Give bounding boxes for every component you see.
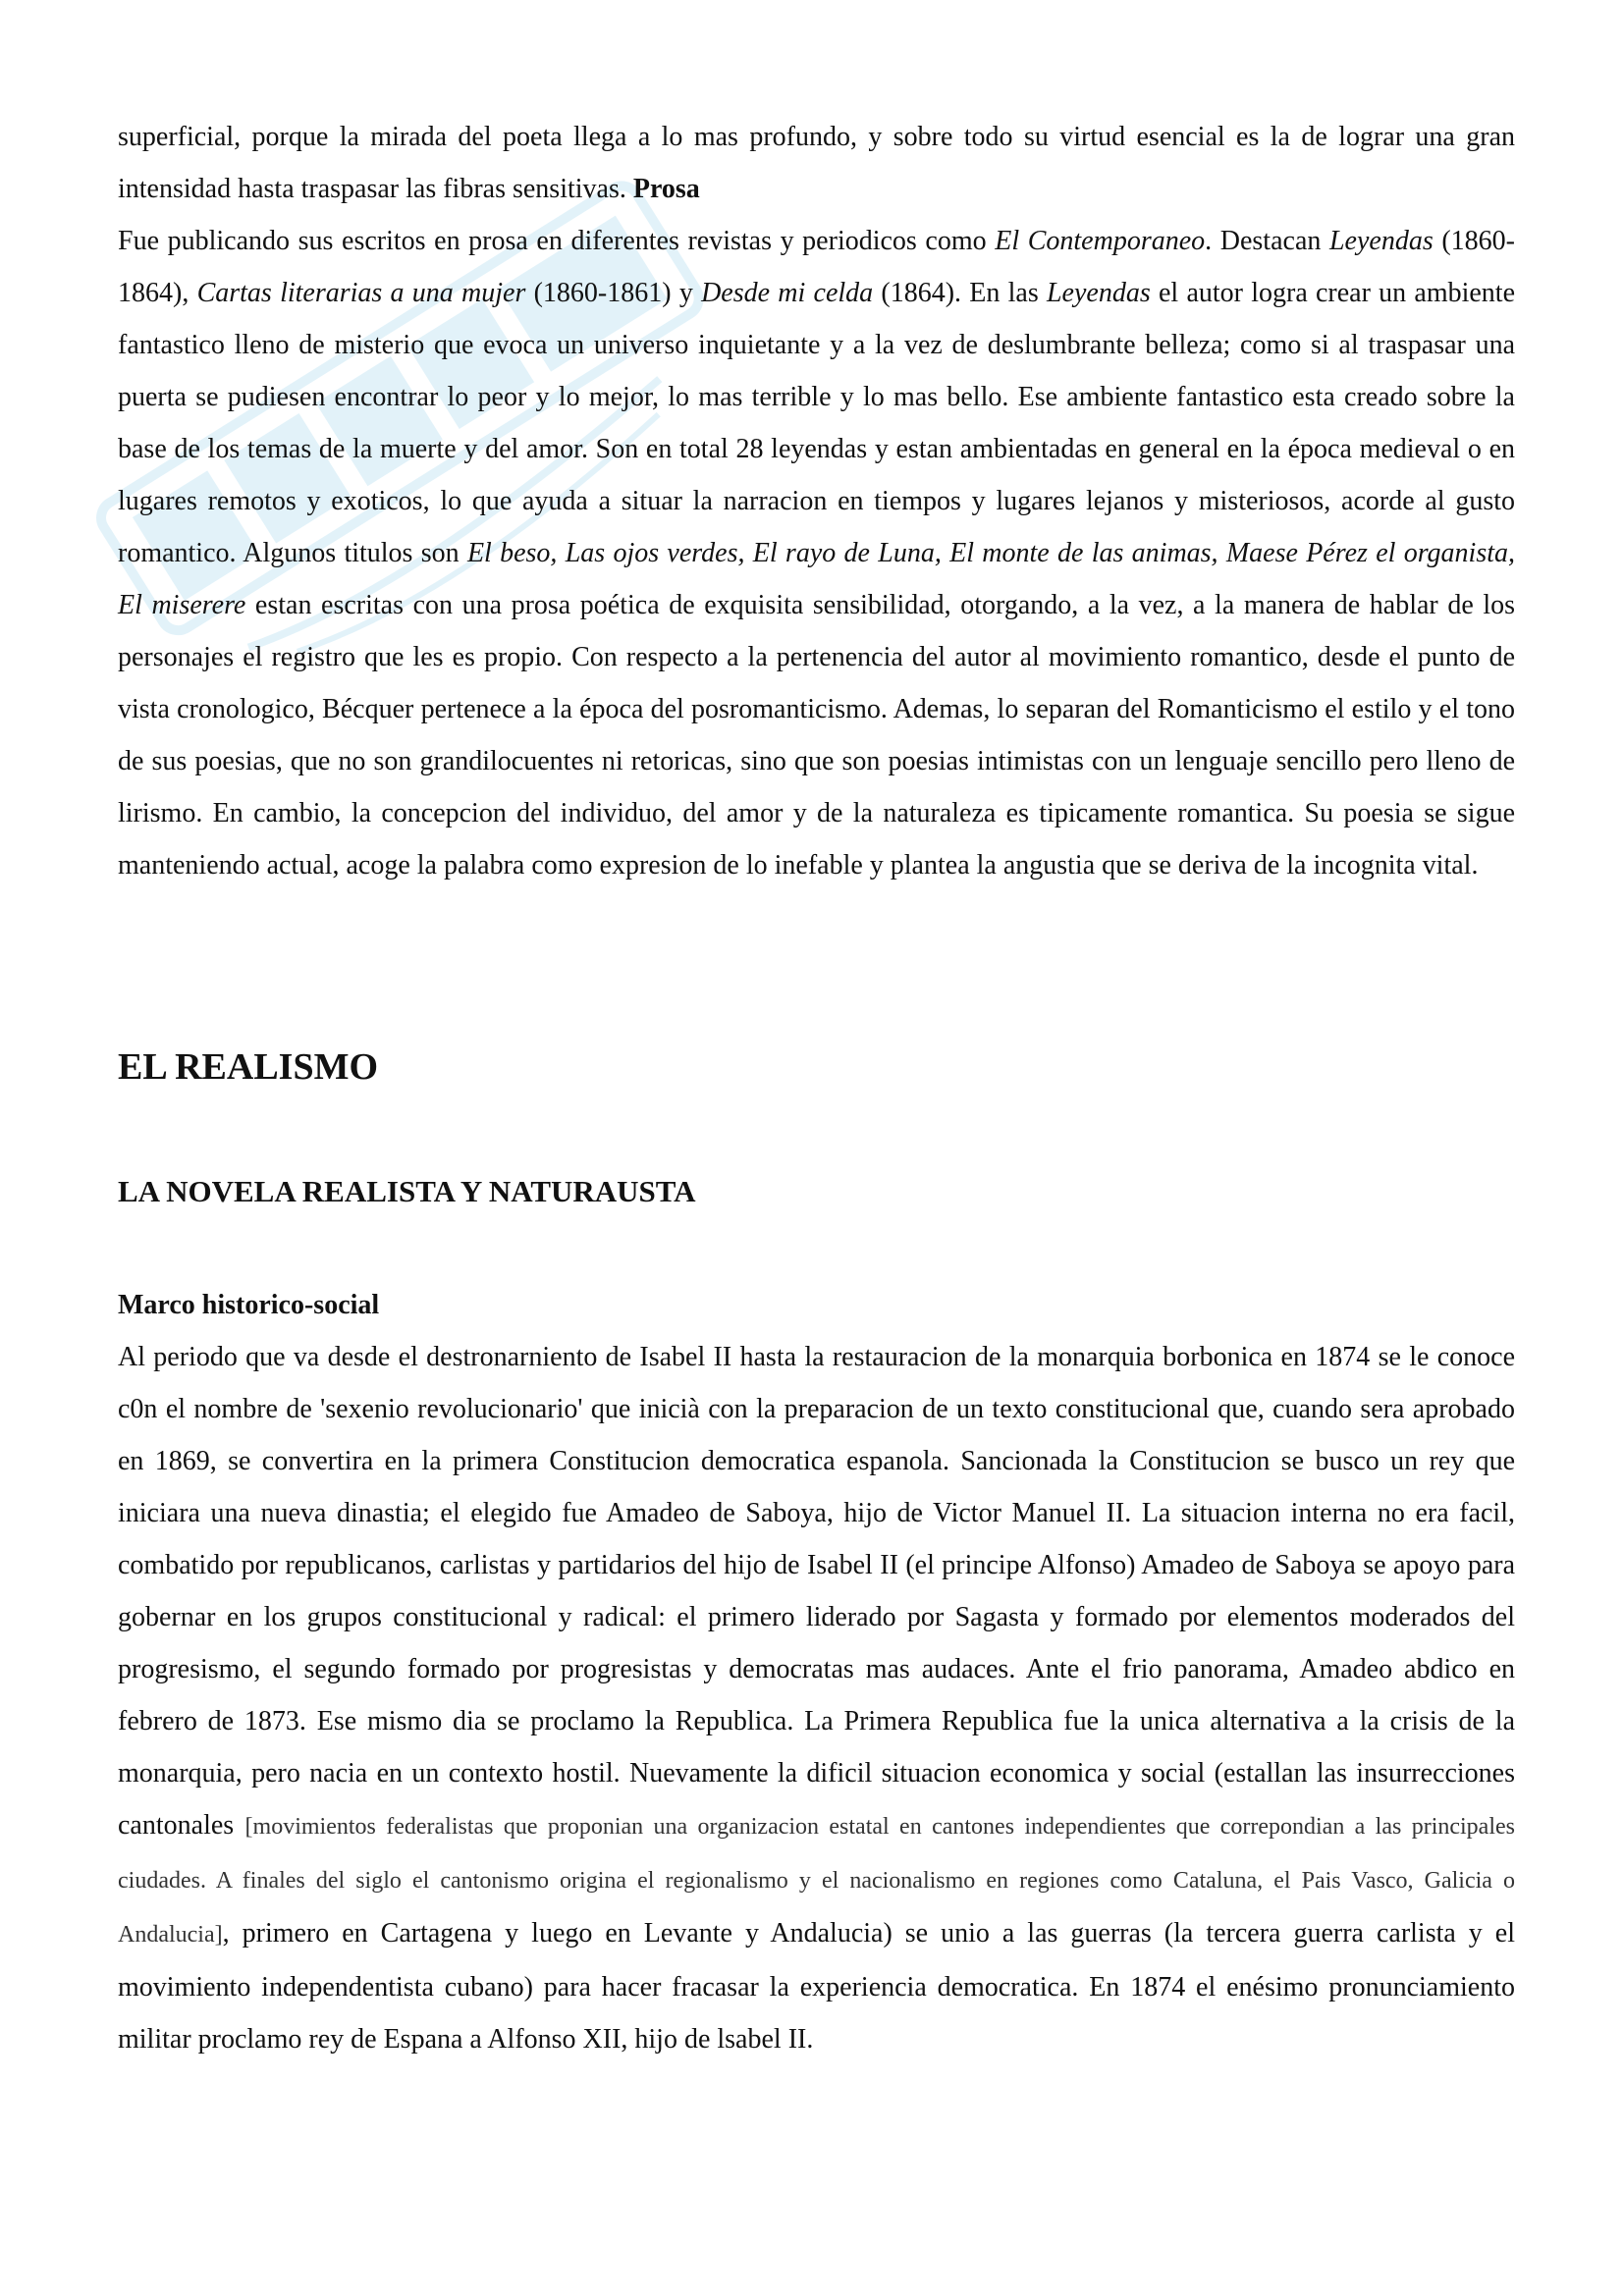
heading-el-realismo: EL REALISMO xyxy=(118,1046,379,1088)
heading-novela-realista: LA NOVELA REALISTA Y NATURAUSTA xyxy=(118,1174,696,1208)
paragraph-marco-historico xyxy=(118,1331,1515,2065)
title-el-contemporaneo: El Contemporaneo xyxy=(995,226,1206,256)
prosa-text-7: estan escritas con una prosa poética de exquisita sensibilidad, otorgando, a la vez, a la manera de hablar de los personajes el registro que les es propio. Con respecto a la pertenencia del autor al movimiento romantico, desde el punto de vista cronologico, Bécquer pertenece a la época del posromanticismo. Ademas, lo separan del Romanticismo el estilo y el tono de sus poesias, que no son grandilocuentes ni retoricas, sino que son poesias intimistas con un lenguaje sencillo pero lleno de lirismo. En cambio, la concepcion del individuo, del amor y de la naturaleza es tipicamente romantica. Su poesia se sigue manteniendo actual, acoge la palabra como expresion de lo inefable y plantea la angustia que se deriva de la incognita vital. xyxy=(118,590,1515,881)
prosa-text-1: Fue publicando sus escritos en prosa en diferentes revistas y periodicos como xyxy=(118,226,996,256)
prosa-label: Prosa xyxy=(632,174,700,204)
page-top-content xyxy=(118,111,1515,891)
prosa-text-4: (1860-1861) y xyxy=(525,278,702,308)
prosa-text-6: el autor logra crear un ambiente fantastico lleno de misterio que evoca un universo inquietante y a la vez de deslumbrante belleza; como si al traspasar una puerta se pudiesen encontrar lo peor y lo mejor, lo mas terrible y lo mas bello. Ese ambiente fantastico esta creado sobre la base de los temas de la muerte y del amor. Son en total 28 leyendas y estan ambientadas en general en la época medieval o en lugares remotos y exoticos, lo que ayuda a situar la narracion en tiempos y lugares lejanos y misteriosos, acorde al gusto romantico. Algunos titulos son xyxy=(118,278,1516,568)
heading-marco-historico: Marco historico-social xyxy=(118,1290,380,1320)
section-marco-historico xyxy=(118,1279,1515,2065)
marco-text-2: , primero en Cartagena y luego en Levante y Andalucia) se unio a las guerras (la tercera guerra carlista y el movimiento independentista cubano) para hacer fracasar la experiencia democratica. En 1874 el enésimo pronunciamiento militar proclamo rey de Espana a Alfonso XII, hijo de lsabel II. xyxy=(118,1918,1515,2055)
prosa-text-2: . Destacan xyxy=(1205,226,1329,256)
prosa-text-5: (1864). En las xyxy=(873,278,1047,308)
prosa-text-3: (1860-1864), xyxy=(118,226,1515,308)
title-leyendas-2: Leyendas xyxy=(1046,278,1151,308)
title-cartas-literarias: Cartas literarias a una mujer xyxy=(196,278,526,308)
title-leyendas: Leyendas xyxy=(1328,226,1434,256)
paragraph-intro xyxy=(118,111,1515,215)
paragraph-prosa xyxy=(118,215,1515,891)
footnote-cantonales: [movimientos federalistas que proponian una organizacion estatal en cantones independientes que correpondian a las principales ciudades. A finales del siglo el cantonismo origina el regionalismo y el nacionalismo en regiones como Cataluna, el Pais Vasco, Galicia o Andalucia] xyxy=(118,1814,1515,1948)
marco-text-1: Al periodo que va desde el destronarniento de Isabel II hasta la restauracion de la monarquia borbonica en 1874 se le conoce c0n el nombre de 'sexenio revolucionario' que inicià con la preparacion de un texto constitucional que, cuando sera aprobado en 1869, se convertira en la primera Constitucion democratica espanola. Sancionada la Constitucion se busco un rey que iniciara una nueva dinastia; el elegido fue Amadeo de Saboya, hijo de Victor Manuel II. La situacion interna no era facil, combatido por republicanos, carlistas y partidarios del hijo de Isabel II (el principe Alfonso) Amadeo de Saboya se apoyo para gobernar en los grupos constitucional y radical: el primero liderado por Sagasta y formado por elementos moderados del progresismo, el segundo formado por progresistas y democratas mas audaces. Ante el frio panorama, Amadeo abdico en febrero de 1873. Ese mismo dia se proclamo la Republica. La Primera Republica fue la unica alternativa a la crisis de la monarquia, pero nacia en un contexto hostil. Nuevamente la dificil situacion economica y social (estallan las insurrecciones cantonales xyxy=(118,1342,1515,1841)
paragraph-intro-text: superficial, porque la mirada del poeta llega a lo mas profundo, y sobre todo su virtud esencial es la de lograr una gran intensidad hasta traspasar las fibras sensitivas. xyxy=(118,122,1515,204)
titles-leyendas-list: El beso, Las ojos verdes, El rayo de Luna, El monte de las animas, Maese Pérez el organista, El miserere xyxy=(118,538,1516,620)
title-desde-mi-celda: Desde mi celda xyxy=(701,278,874,308)
